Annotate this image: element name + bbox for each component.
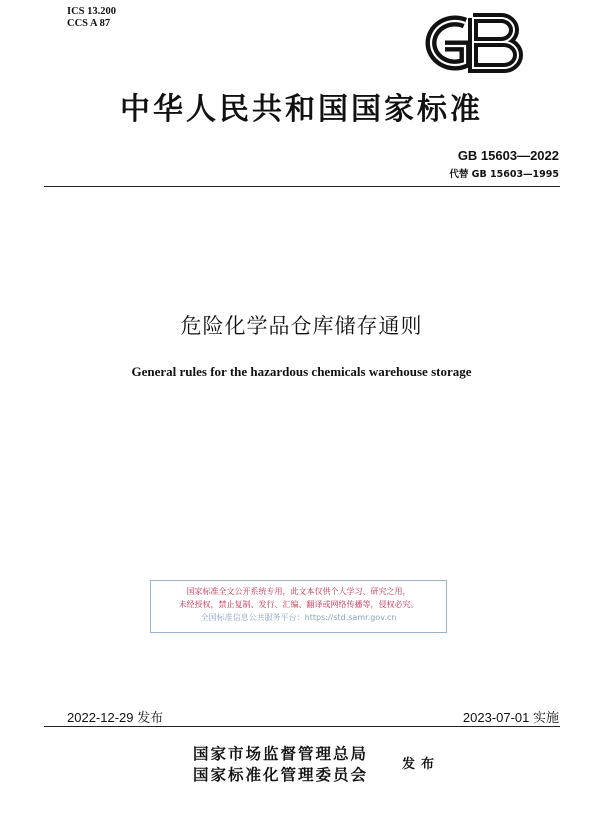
notice-line-1: 国家标准全文公开系统专用，此文本仅供个人学习、研究之用，	[186, 587, 411, 596]
publish-label: 发布	[402, 757, 441, 772]
classification-codes	[67, 6, 116, 30]
bottom-divider	[44, 726, 560, 727]
implementation-date: 2023-07-01 实施	[462, 710, 559, 725]
ccs-code: CCS A 87	[67, 18, 111, 29]
copyright-notice-box	[150, 580, 447, 633]
notice-line-2: 未经授权，禁止复制、发行、汇编、翻译或网络传播等，侵权必究。	[178, 600, 419, 609]
ics-code: ICS 13.200	[67, 6, 117, 17]
standard-title: 中华人民共和国国家标准	[120, 92, 483, 127]
issuer-line-1: 国家市场监督管理总局	[193, 744, 369, 763]
publish-date: 2022-12-29 发布	[67, 710, 164, 725]
notice-line-3: 全国标准信息公共服务平台：https://std.samr.gov.cn	[200, 613, 397, 622]
replaces-standard: 代替 GB 15603—1995	[449, 169, 559, 180]
document-title-zh: 危险化学品仓库储存通则	[180, 314, 423, 338]
top-divider	[44, 186, 560, 187]
issuer-line-2: 国家标准化管理委员会	[193, 765, 369, 784]
issuing-authorities	[193, 743, 368, 785]
gb-logo-icon	[409, 13, 527, 73]
standard-number: GB 15603—2022	[457, 148, 559, 163]
document-title-en: General rules for the hazardous chemicals warehouse storage	[131, 364, 472, 379]
